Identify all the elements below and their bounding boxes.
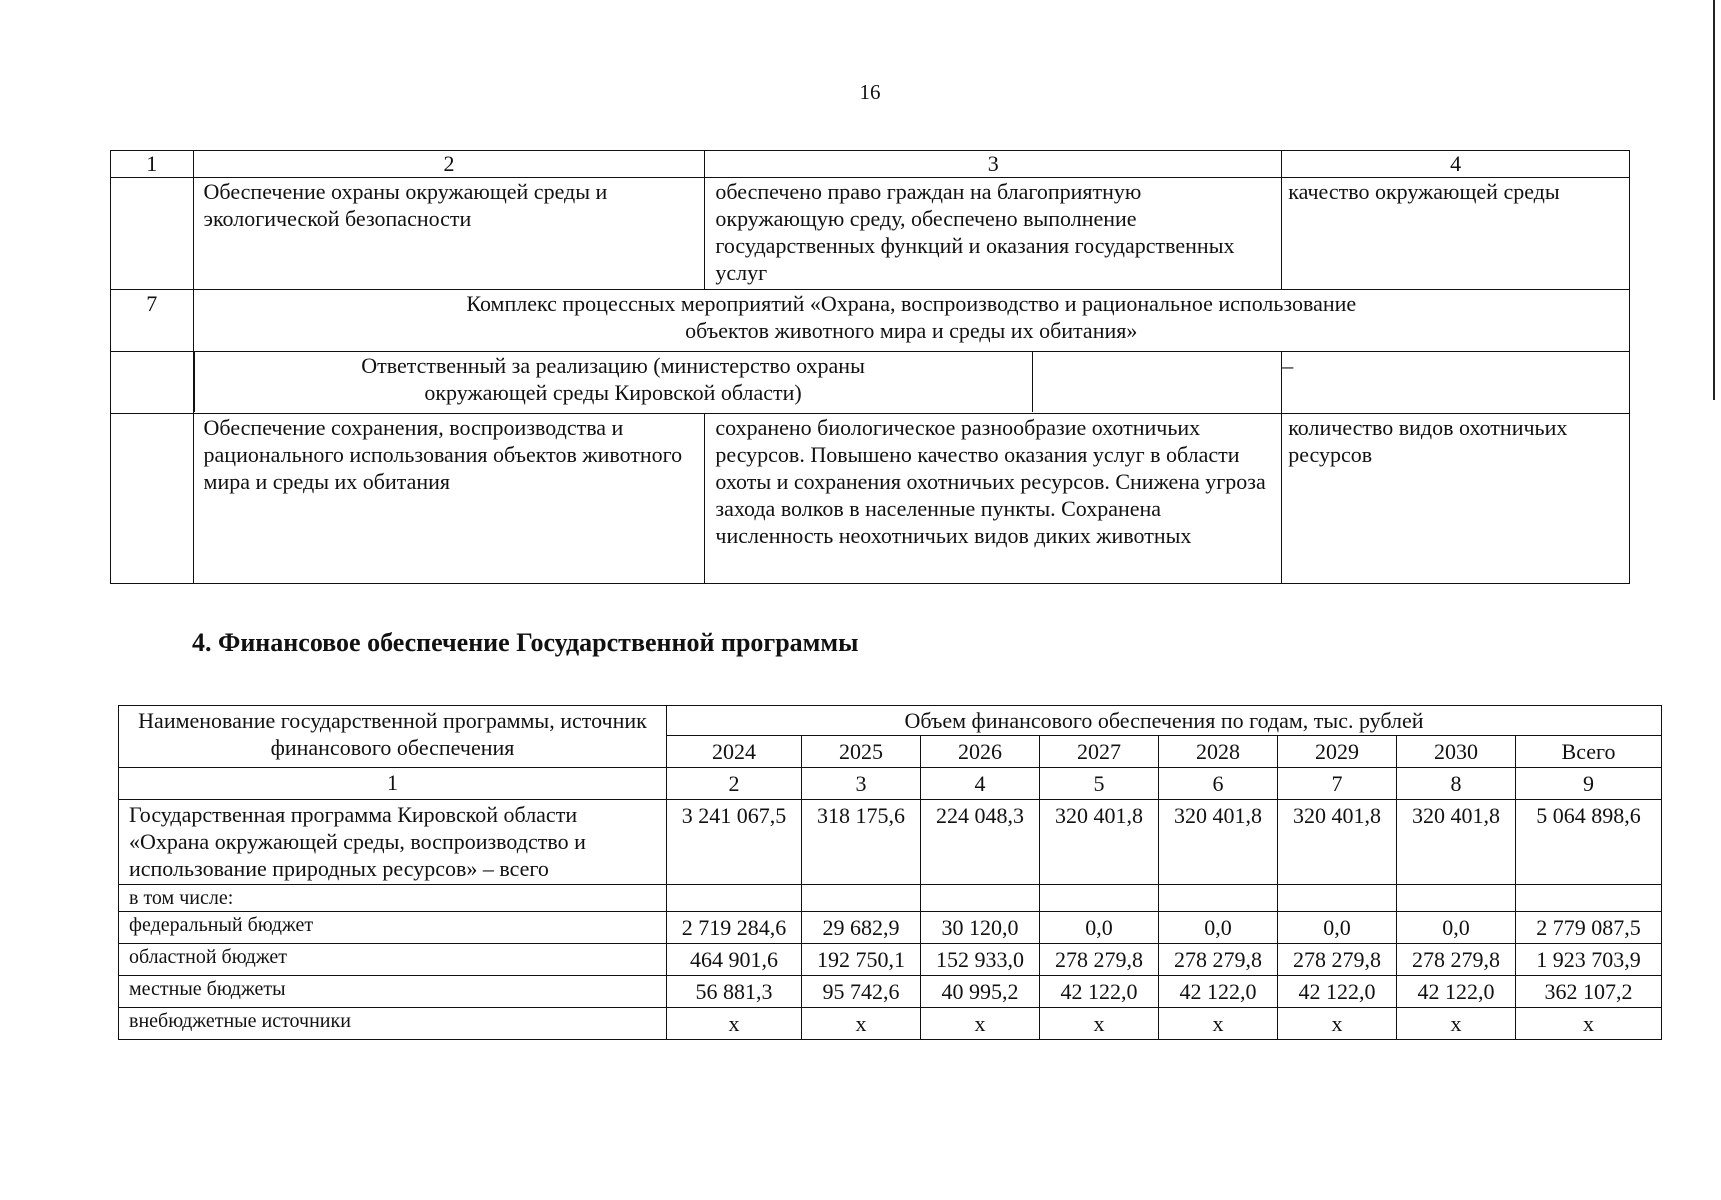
value-cell: 464 901,6 xyxy=(667,944,802,976)
value-cell: 320 401,8 xyxy=(1278,800,1397,885)
value-cell: 320 401,8 xyxy=(1397,800,1516,885)
process-complex-title-line: Комплекс процессных мероприятий «Охрана, воспроизводство и рациональное использование xyxy=(466,291,1357,316)
table-row xyxy=(111,178,1630,290)
value-cell: 224 048,3 xyxy=(921,800,1040,885)
source-row xyxy=(119,912,1662,944)
total-value-cell: 1 923 703,9 xyxy=(1516,944,1662,976)
column-number: 7 xyxy=(1278,768,1397,800)
responsible-line: окружающей среды Кировской области) xyxy=(424,380,802,405)
source-name: внебюджетные источники xyxy=(119,1008,667,1040)
table-row xyxy=(111,290,1630,352)
result-cell: обеспечено право граждан на благоприятную окружающую среду, обеспечено выполнение государственных функций и оказания государственных услуг xyxy=(705,178,1282,290)
value-cell: 0,0 xyxy=(1397,912,1516,944)
year-header: 2024 xyxy=(667,736,802,768)
program-total-row xyxy=(119,800,1662,885)
year-header: 2030 xyxy=(1397,736,1516,768)
task-cell: Обеспечение сохранения, воспроизводства и рационального использования объектов животного мира и среды их обитания xyxy=(193,414,705,584)
source-row xyxy=(119,944,1662,976)
source-row xyxy=(119,1008,1662,1040)
indicator-cell: качество окружающей среды xyxy=(1282,178,1630,290)
value-cell: 29 682,9 xyxy=(802,912,921,944)
table-row xyxy=(111,414,1630,584)
value-cell: 0,0 xyxy=(1159,912,1278,944)
process-complex-title-line: объектов животного мира и среды их обитания» xyxy=(685,318,1138,343)
value-cell: 278 279,8 xyxy=(1278,944,1397,976)
column-number-row xyxy=(119,768,1662,800)
dash-text: – xyxy=(1282,353,1294,378)
total-value-cell: 362 107,2 xyxy=(1516,976,1662,1008)
source-name: областной бюджет xyxy=(119,944,667,976)
value-cell: х xyxy=(667,1008,802,1040)
section-heading: 4. Финансовое обеспечение Государственной программы xyxy=(192,628,859,657)
total-header: Всего xyxy=(1516,736,1662,768)
year-header: 2028 xyxy=(1159,736,1278,768)
financing-header-row xyxy=(119,706,1662,736)
value-cell: 56 881,3 xyxy=(667,976,802,1008)
column-number-header: 4 xyxy=(1282,151,1630,178)
row-number-cell xyxy=(111,352,194,414)
name-column-header: Наименование государственной программы, источник финансового обеспечения xyxy=(119,706,667,768)
column-number: 3 xyxy=(802,768,921,800)
scan-edge-line xyxy=(1713,0,1715,400)
process-complex-title-cell xyxy=(193,290,1629,352)
value-cell: 42 122,0 xyxy=(1397,976,1516,1008)
column-number-header: 3 xyxy=(705,151,1282,178)
column-number: 1 xyxy=(119,768,667,800)
value-cell: 192 750,1 xyxy=(802,944,921,976)
page-number: 16 xyxy=(859,80,881,104)
row-number-cell: 7 xyxy=(111,290,194,352)
column-number: 5 xyxy=(1040,768,1159,800)
value-cell: 0,0 xyxy=(1040,912,1159,944)
result-cell: сохранено биологическое разнообразие охотничьих ресурсов. Повышено качество оказания услуг в области охоты и сохранения охотничьих ресурсов. Снижена угроза захода волков в населенные пункты. Сохранена численность неохотничьих видов диких животных xyxy=(705,414,1282,584)
value-cell: 278 279,8 xyxy=(1397,944,1516,976)
value-cell: 95 742,6 xyxy=(802,976,921,1008)
column-number-header: 1 xyxy=(111,151,194,178)
total-value-cell: х xyxy=(1516,1008,1662,1040)
including-label: в том числе: xyxy=(119,885,667,912)
including-row xyxy=(119,885,1662,912)
objectives-table-header-row xyxy=(111,151,1630,178)
responsible-inner-table xyxy=(194,352,1282,412)
year-header: 2029 xyxy=(1278,736,1397,768)
column-number: 4 xyxy=(921,768,1040,800)
value-cell: 2 719 284,6 xyxy=(667,912,802,944)
value-cell: 152 933,0 xyxy=(921,944,1040,976)
value-cell: 42 122,0 xyxy=(1159,976,1278,1008)
value-cell: 42 122,0 xyxy=(1278,976,1397,1008)
value-cell: 320 401,8 xyxy=(1040,800,1159,885)
objectives-table xyxy=(110,150,1630,584)
value-cell: х xyxy=(921,1008,1040,1040)
value-cell: 42 122,0 xyxy=(1040,976,1159,1008)
task-cell: Обеспечение охраны окружающей среды и экологической безопасности xyxy=(193,178,705,290)
year-header: 2027 xyxy=(1040,736,1159,768)
total-value-cell: 5 064 898,6 xyxy=(1516,800,1662,885)
total-value-cell: 2 779 087,5 xyxy=(1516,912,1662,944)
value-cell: 0,0 xyxy=(1278,912,1397,944)
value-cell: х xyxy=(1040,1008,1159,1040)
column-number: 8 xyxy=(1397,768,1516,800)
responsible-empty-cell xyxy=(1032,352,1281,412)
value-cell: 3 241 067,5 xyxy=(667,800,802,885)
value-cell: х xyxy=(1397,1008,1516,1040)
value-cell: 278 279,8 xyxy=(1159,944,1278,976)
column-number: 2 xyxy=(667,768,802,800)
source-name: федеральный бюджет xyxy=(119,912,667,944)
table-row xyxy=(111,352,1630,414)
year-header: 2026 xyxy=(921,736,1040,768)
value-cell: 40 995,2 xyxy=(921,976,1040,1008)
row-number-cell xyxy=(111,414,194,584)
source-row xyxy=(119,976,1662,1008)
column-number-header: 2 xyxy=(193,151,705,178)
row-number-cell xyxy=(111,178,194,290)
dash-cell xyxy=(1282,352,1630,414)
value-cell: 278 279,8 xyxy=(1040,944,1159,976)
value-cell: х xyxy=(1278,1008,1397,1040)
financing-table xyxy=(118,705,1662,1040)
indicator-cell: количество видов охотничьих ресурсов xyxy=(1282,414,1630,584)
responsible-cell xyxy=(194,352,1032,412)
column-number: 9 xyxy=(1516,768,1662,800)
volume-header: Объем финансового обеспечения по годам, тыс. рублей xyxy=(667,706,1662,736)
value-cell: х xyxy=(1159,1008,1278,1040)
responsible-line: Ответственный за реализацию (министерство охраны xyxy=(361,353,865,378)
program-name-cell: Государственная программа Кировской области «Охрана окружающей среды, воспроизводство и использование природных ресурсов» – всего xyxy=(119,800,667,885)
source-name: местные бюджеты xyxy=(119,976,667,1008)
column-number: 6 xyxy=(1159,768,1278,800)
value-cell: 318 175,6 xyxy=(802,800,921,885)
value-cell: 320 401,8 xyxy=(1159,800,1278,885)
value-cell: х xyxy=(802,1008,921,1040)
responsible-split-cell xyxy=(193,352,1282,414)
value-cell: 30 120,0 xyxy=(921,912,1040,944)
year-header: 2025 xyxy=(802,736,921,768)
